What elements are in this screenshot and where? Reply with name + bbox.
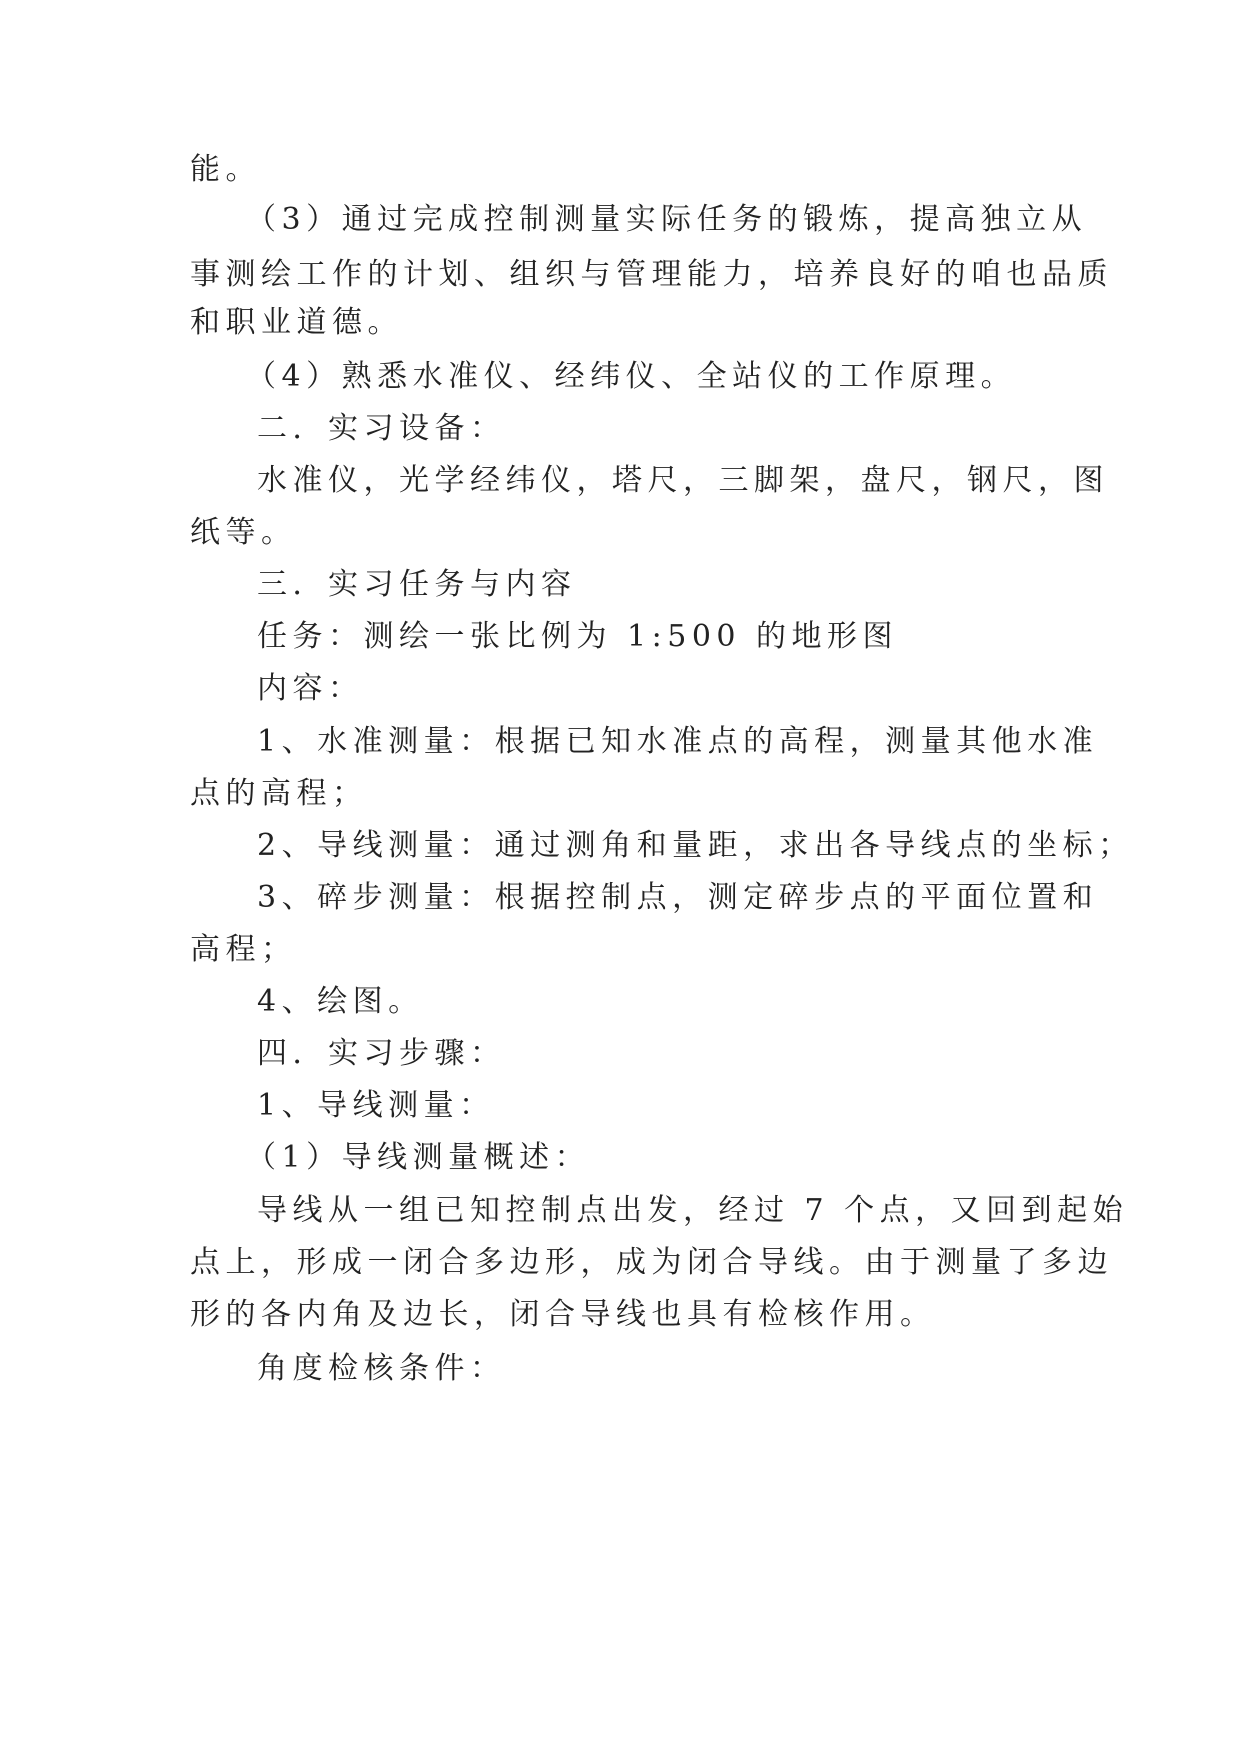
text-line: 和职业道德。 — [190, 305, 403, 340]
text-line: 内容： — [257, 671, 364, 706]
text-line: 任务：测绘一张比例为 1:500 的地形图 — [257, 619, 899, 654]
text-line: 高程； — [190, 932, 297, 967]
text-line: 1、导线测量： — [257, 1088, 495, 1123]
text-line: 纸等。 — [190, 515, 297, 550]
text-line: 点的高程； — [190, 776, 368, 811]
text-line: 3、碎步测量：根据控制点，测定碎步点的平面位置和 — [257, 880, 1099, 915]
text-line: 1、水准测量：根据已知水准点的高程，测量其他水准 — [257, 724, 1099, 759]
text-line: 角度检核条件： — [257, 1351, 506, 1386]
text-line: 点上，形成一闭合多边形，成为闭合导线。由于测量了多边 — [190, 1245, 1113, 1280]
text-line: （3）通过完成控制测量实际任务的锻炼，提高独立从 — [246, 202, 1088, 237]
text-line: （1）导线测量概述： — [246, 1140, 591, 1175]
text-line: 能。 — [190, 152, 261, 187]
text-line: 导线从一组已知控制点出发，经过 7 个点，又回到起始 — [257, 1193, 1129, 1228]
text-line: 4、绘图。 — [257, 984, 424, 1019]
text-line: （4）熟悉水准仪、经纬仪、全站仪的工作原理。 — [246, 359, 1017, 394]
section-heading: 四．实习步骤： — [257, 1036, 506, 1071]
text-line: 事测绘工作的计划、组织与管理能力，培养良好的咱也品质 — [190, 257, 1113, 292]
section-heading: 三．实习任务与内容 — [257, 567, 577, 602]
section-heading: 二．实习设备： — [257, 411, 506, 446]
text-line: 水准仪，光学经纬仪，塔尺，三脚架，盘尺，钢尺，图 — [257, 463, 1109, 498]
text-line: 2、导线测量：通过测角和量距，求出各导线点的坐标； — [257, 828, 1134, 863]
text-line: 形的各内角及边长，闭合导线也具有检核作用。 — [190, 1297, 936, 1332]
